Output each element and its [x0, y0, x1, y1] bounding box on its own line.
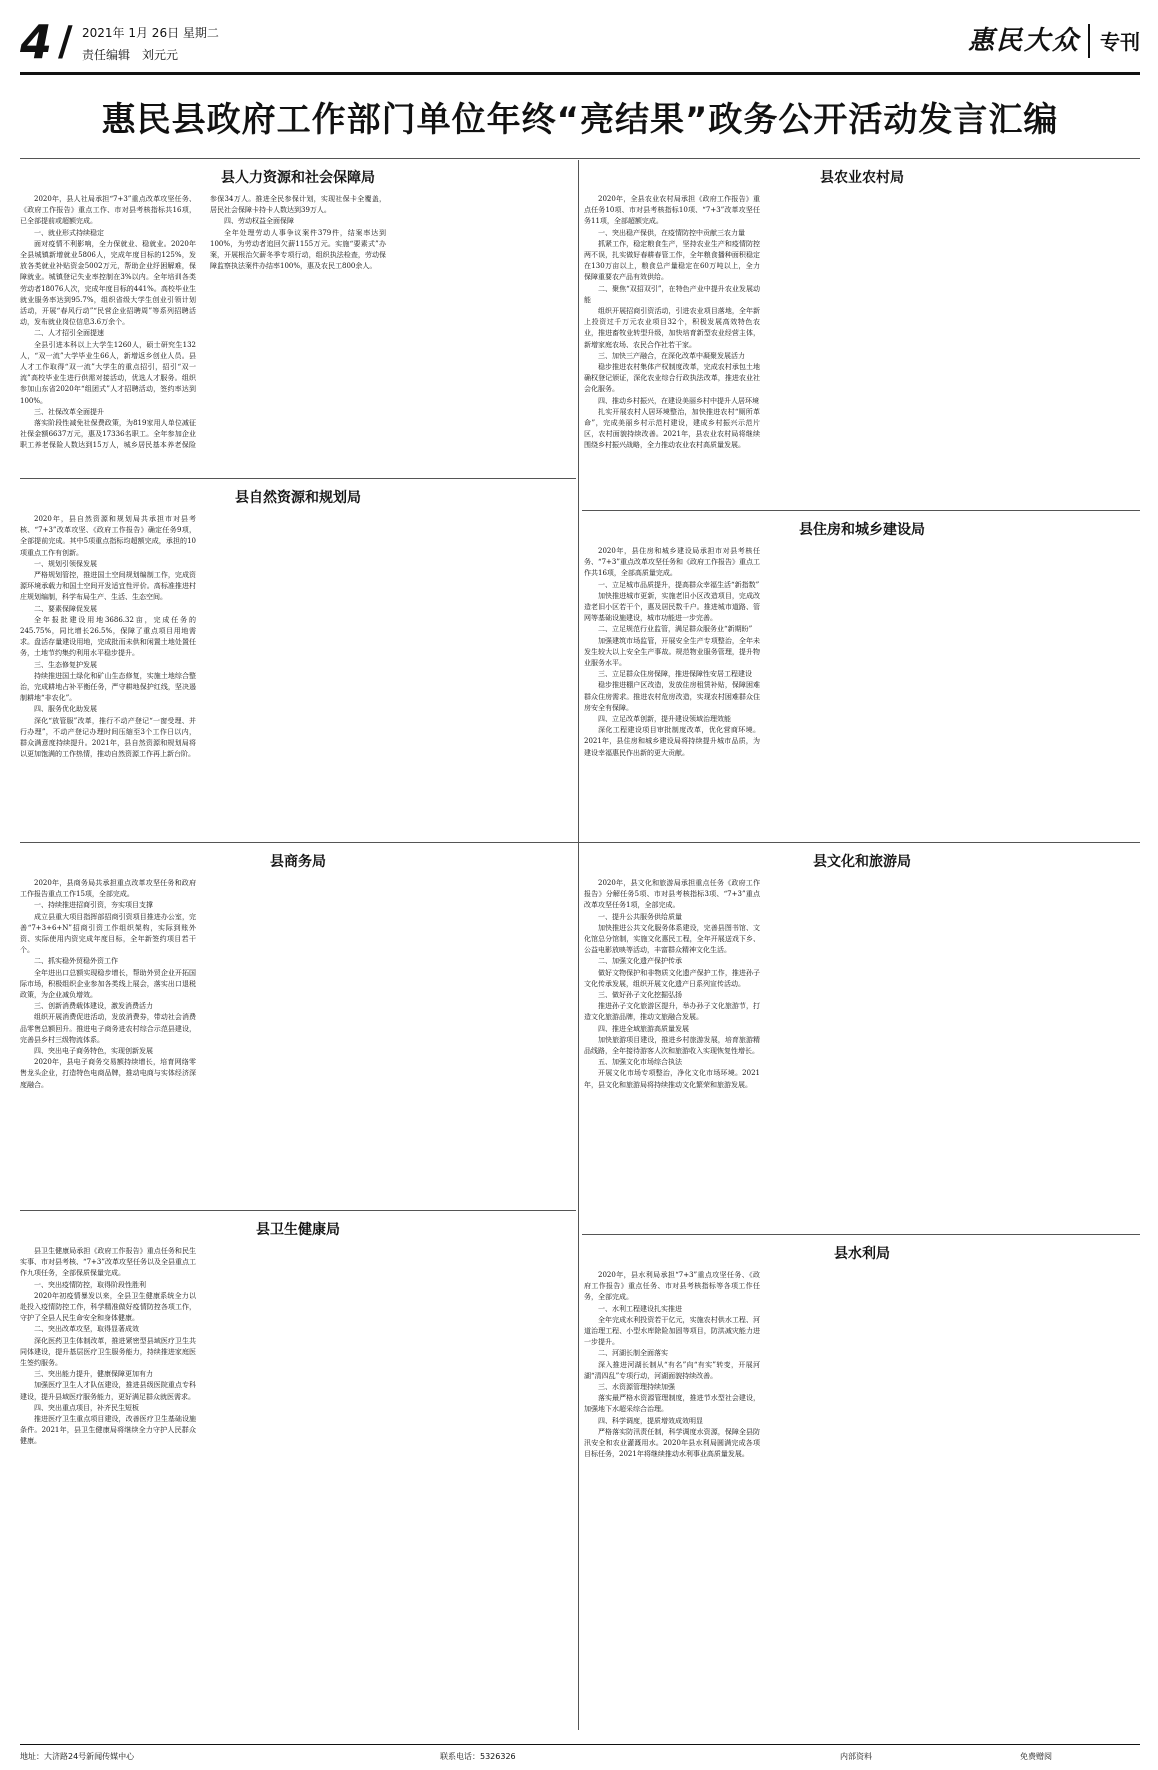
article-title: 县文化和旅游局 — [813, 854, 911, 870]
article-title: 县住房和城乡建设局 — [799, 522, 925, 538]
paragraph: 2020年初疫情暴发以来，全县卫生健康系统全力以赴投入疫情防控工作，科学精准做好疫情防控各项工作，守护了全县人民生命安全和身体健康。 — [20, 1291, 196, 1323]
article-body — [20, 514, 576, 836]
paragraph: 成立县重大项目指挥部招商引资项目推进办公室，完善“7+3+6+N”招商引资工作组织架构，实际到账外资、实际使用内资完成年度目标，全年新签约项目若干个。 — [20, 912, 196, 955]
page-footer — [20, 1744, 1140, 1767]
paragraph: 三、创新消费载体建设，激发消费活力 — [34, 1002, 153, 1011]
paragraph: 2020年，全县农业农村局承担《政府工作报告》重点任务10项、市对县考核指标10项、“7+3”改革攻坚任务11项，全部超额完成。 — [584, 195, 760, 226]
paragraph: 稳步推进棚户区改造，发放住房租赁补贴，保障困难群众住房需求。推进农村危房改造，实现农村困难群众住房安全有保障。 — [584, 681, 760, 712]
paragraph: 二、突出改革攻坚，取得显著成效 — [34, 1325, 139, 1334]
article-body — [584, 546, 1140, 836]
paragraph: 二、河湖长制全面落实 — [598, 1349, 668, 1358]
article-body — [20, 878, 576, 1204]
paragraph: 一、水利工程建设扎实推进 — [598, 1304, 682, 1313]
editor-credit: 责任编辑 刘元元 — [82, 48, 179, 62]
paragraph: 扎实开展农村人居环境整治，加快推进农村“厕所革命”，完成美丽乡村示范村建设，建成乡村振兴示范片区，农村面貌持续改善。2021年，县农业农村局将继续围绕乡村振兴战略，全力推动农业农村高质量发展。 — [584, 407, 760, 450]
paragraph: 2020年，县自然资源和规划局共承担市对县考核、“7+3”改革攻坚、《政府工作报告》确定任务9项，全部提前完成。其中5项重点指标均超额完成，承担的10项重点工作有创新。 — [20, 515, 196, 557]
article-title: 县商务局 — [270, 854, 326, 870]
paragraph: 三、社保改革全面提升 — [34, 407, 104, 416]
paragraph: 做好文物保护和非物质文化遗产保护工作，推进孙子文化传承发展，组织开展文化遗产日系列宣传活动。 — [584, 968, 760, 988]
paragraph: 组织开展招商引资活动，引进农业项目落地，全年新上投资过千万元农业项目32个，积极发展高效特色农业，推进畜牧业转型升级，加快培育新型农业经营主体，新增家庭农场、农民合作社若干家。 — [584, 307, 760, 349]
paragraph: 四、劳动权益全面保障 — [224, 217, 294, 226]
masthead-rule — [20, 72, 1140, 75]
section-name: 专刊 — [1100, 30, 1140, 54]
article-title: 县水利局 — [834, 1246, 890, 1262]
paragraph: 全年进出口总额实现稳步增长，帮助外贸企业开拓国际市场，积极组织企业参加各类线上展会，落实出口退税政策，为企业减负增效。 — [20, 968, 196, 1000]
footer-internal: 内部资料 — [840, 1752, 872, 1761]
paragraph: 三、生态修复护发展 — [34, 660, 97, 669]
paragraph: 面对疫情不利影响，全力保就业、稳就业。2020年全县城镇新增就业5806人，完成年度目标的125%，发放各类就业补贴资金5002万元，帮助企业纾困解难，保障就业。城镇登记失业率控制在3%以内。全年培训各类劳动者18076人次，完成年度目标的441%。高校毕业生就业服务率达到95.7%，组织省级大学生创业引领计划活动，开展“春风行动”“民营企业招聘周”等系列招聘活动，发布就业岗位信息3.6万余个。 — [20, 239, 196, 327]
section-divider — [20, 1210, 576, 1211]
footer-address: 地址：大济路24号新闻传媒中心 — [20, 1752, 135, 1761]
newspaper-brand: 惠民大众 — [967, 26, 1080, 56]
article-body — [584, 878, 1140, 1228]
paragraph: 一、突出稳产保供，在疫情防控中贡献三农力量 — [598, 228, 745, 237]
paragraph: 县卫生健康局承担《政府工作报告》重点任务和民生实事、市对县考核、“7+3”改革攻坚任务以及全县重点工作九项任务，全部保质保量完成。 — [20, 1247, 196, 1278]
article-title: 县人力资源和社会保障局 — [221, 170, 375, 186]
article-natural-resources — [20, 482, 576, 838]
masthead — [20, 14, 1140, 74]
paragraph: 加快推进公共文化服务体系建设，完善县图书馆、文化馆总分馆制，实施文化惠民工程，全年开展送戏下乡、公益电影放映等活动，丰富群众精神文化生活。 — [584, 923, 760, 955]
article-title: 县自然资源和规划局 — [235, 490, 361, 506]
footer-phone: 联系电话：5326326 — [440, 1752, 516, 1761]
paragraph: 五、加强文化市场综合执法 — [598, 1058, 682, 1067]
paragraph: 三、水资源管理持续加强 — [598, 1383, 675, 1392]
paragraph: 落实最严格水资源管理制度，推进节水型社会建设，加强地下水超采综合治理。 — [584, 1394, 760, 1414]
article-body — [584, 1270, 1140, 1736]
paragraph: 深化“放管服”改革，推行不动产登记“一窗受理、并行办理”，不动产登记办理时间压缩至3个工作日以内，群众满意度持续提升。2021年，县自然资源和规划局将以更加饱满的工作热情，推动自然资源工作再上新台阶。 — [20, 716, 196, 759]
article-body — [20, 194, 576, 472]
paragraph: 全年完成水利投资若干亿元，实施农村供水工程、河道治理工程、小型水库除险加固等项目，防洪减灾能力进一步提升。 — [584, 1315, 760, 1347]
column-divider — [578, 160, 579, 1730]
paragraph: 严格规划管控，推进国土空间规划编制工作，完成资源环境承载力和国土空间开发适宜性评价。高标准推进村庄规划编制，科学布局生产、生活、生态空间。 — [20, 571, 196, 602]
paragraph: 四、科学调度，提质增效成效明显 — [598, 1416, 703, 1425]
paragraph: 抓紧工作，稳定粮食生产，坚持农业生产和疫情防控两不误，扎实做好春耕春管工作，全年粮食播种面积稳定在130万亩以上，粮食总产量稳定在60万吨以上，全力保障重要农产品有效供给。 — [584, 239, 760, 282]
masthead-separator — [1088, 24, 1090, 58]
paragraph: 四、突出电子商务特色，实现创新发展 — [34, 1047, 153, 1056]
paragraph: 四、服务优化助发展 — [34, 705, 97, 714]
paragraph: 2020年，县商务局共承担重点改革攻坚任务和政府工作报告重点工作15项，全部完成。 — [20, 879, 196, 899]
paragraph: 四、突出重点项目，补齐民生短板 — [34, 1403, 139, 1412]
paragraph: 三、突出能力提升，健康保障更加有力 — [34, 1370, 153, 1379]
article-housing — [584, 514, 1140, 838]
paragraph: 一、突出疫情防控，取得阶段性胜利 — [34, 1280, 146, 1289]
section-divider — [582, 510, 1140, 511]
paragraph: 2020年，县住房和城乡建设局承担市对县考核任务、“7+3”重点改革攻坚任务和《政府工作报告》重点工作共16项，全部高质量完成。 — [584, 547, 760, 578]
paragraph: 深化医药卫生体制改革，推进紧密型县域医疗卫生共同体建设，提升基层医疗卫生服务能力，持续推进家庭医生签约服务。 — [20, 1336, 196, 1368]
paragraph: 加强医疗卫生人才队伍建设，推进县级医院重点专科建设，提升县域医疗服务能力，更好满足群众就医需求。 — [20, 1381, 196, 1401]
section-divider — [20, 158, 1140, 159]
paragraph: 三、立足群众住房保障，推进保障性安居工程建设 — [598, 670, 752, 679]
paragraph: 推进孙子文化旅游区提升，举办孙子文化旅游节，打造文化旅游品牌，推动文旅融合发展。 — [584, 1002, 760, 1022]
paragraph: 全年报批建设用地3686.32亩，完成任务的245.75%，同比增长26.5%，保障了重点项目用地需求。盘活存量建设用地，完成批而未供和闲置土地处置任务，土地节约集约利用水平稳步提升。 — [20, 615, 196, 658]
section-divider — [20, 478, 576, 479]
article-body — [20, 1246, 576, 1736]
paragraph: 一、规划引领保发展 — [34, 559, 97, 568]
article-hrss — [20, 162, 576, 474]
paragraph: 加强建筑市场监管，开展安全生产专项整治，全年未发生较大以上安全生产事故。规范物业服务管理，提升物业服务水平。 — [584, 636, 760, 668]
paragraph: 二、聚焦“双招双引”，在特色产业中提升农业发展动能 — [584, 284, 760, 304]
paragraph: 2020年，县文化和旅游局承担重点任务《政府工作报告》分解任务5项、市对县考核指标3项、“7+3”重点改革攻坚任务1项，全部完成。 — [584, 879, 760, 910]
paragraph: 一、持续推进招商引资，夯实项目支撑 — [34, 901, 153, 910]
paragraph: 加快推进城市更新，实施老旧小区改造项目，完成改造老旧小区若干个，惠及居民数千户。推进城市道路、管网等基础设施建设，城市功能进一步完善。 — [584, 591, 760, 623]
paragraph: 持续推进国土绿化和矿山生态修复，实施土地综合整治，完成耕地占补平衡任务，严守耕地保护红线，坚决遏制耕地“非农化”。 — [20, 671, 196, 703]
paragraph: 四、推进全域旅游高质量发展 — [598, 1024, 689, 1033]
paragraph: 推进医疗卫生重点项目建设，改善医疗卫生基础设施条件。2021年，县卫生健康局将继续全力守护人民群众健康。 — [20, 1415, 196, 1446]
article-title: 县卫生健康局 — [256, 1222, 340, 1238]
paragraph: 组织开展消费促进活动，发放消费券，带动社会消费品零售总额回升。推进电子商务进农村综合示范县建设，完善县乡村三级物流体系。 — [20, 1013, 196, 1044]
section-divider — [20, 842, 1140, 843]
paragraph: 三、加快三产融合，在深化改革中凝聚发展活力 — [598, 351, 745, 360]
paragraph: 四、推动乡村振兴，在建设美丽乡村中提升人居环境 — [598, 396, 759, 405]
paragraph: 严格落实防汛责任制，科学调度水资源，保障全县防汛安全和农业灌溉用水。2020年县水利局圆满完成各项目标任务，2021年将继续推动水利事业高质量发展。 — [584, 1427, 760, 1459]
masthead-slash: / — [58, 18, 73, 65]
article-commerce — [20, 846, 576, 1206]
paragraph: 三、做好孙子文化挖掘弘扬 — [598, 991, 682, 1000]
paragraph: 深化工程建设项目审批制度改革，优化营商环境。2021年，县住房和城乡建设局将持续提升城市品质，为建设幸福惠民作出新的更大贡献。 — [584, 726, 760, 757]
paragraph: 二、加强文化遗产保护传承 — [598, 957, 682, 966]
article-agriculture — [584, 162, 1140, 506]
section-divider — [582, 1234, 1140, 1235]
paragraph: 2020年，县电子商务交易额持续增长，培育网络零售龙头企业，打造特色电商品牌，推动电商与实体经济深度融合。 — [20, 1058, 196, 1089]
paragraph: 一、提升公共服务供给质量 — [598, 912, 682, 921]
article-water — [584, 1238, 1140, 1738]
paragraph: 全县引进本科以上大学生1260人，硕士研究生132人，“双一流”大学毕业生66人，新增返乡创业人员。县人才工作取得“双一流”大学生的重点招引，招引“双一流”高校毕业生进行供需对接活动，优选人才服务。组织参加山东省2020年“组团式”人才招聘活动，签约率达到100%。 — [20, 340, 196, 405]
paragraph: 二、立足规范行业监管，满足群众服务业“新期盼” — [598, 625, 753, 634]
page-number: 4 — [20, 15, 53, 69]
paragraph: 二、抓实稳外贸稳外资工作 — [34, 957, 118, 966]
issue-date: 2021年 1月 26日 星期二 — [82, 26, 219, 40]
paragraph: 四、立足改革创新，提升建设领域治理效能 — [598, 715, 731, 724]
paragraph: 2020年，县水利局承担“7+3”重点攻坚任务、《政府工作报告》重点任务、市对县考核指标等各项工作任务，全部完成。 — [584, 1271, 760, 1302]
paragraph: 2020年，县人社局承担“7+3”重点改革攻坚任务、《政府工作报告》重点工作、市对县考核指标共16项，已全部提前或超额完成。 — [20, 195, 196, 226]
paragraph: 开展文化市场专项整治，净化文化市场环境。2021年，县文化和旅游局将持续推动文化繁荣和旅游发展。 — [584, 1069, 760, 1089]
article-body — [584, 194, 1140, 504]
paragraph: 二、人才招引全面提速 — [34, 329, 104, 338]
article-title: 县农业农村局 — [820, 170, 904, 186]
footer-free: 免费赠阅 — [1020, 1752, 1052, 1761]
article-health — [20, 1214, 576, 1738]
paragraph: 一、立足城市品质提升，提高群众幸福生活“新指数” — [598, 580, 760, 589]
paragraph: 稳步推进农村集体产权制度改革，完成农村承包土地确权登记颁证，深化农业综合行政执法改革，推进农业社会化服务。 — [584, 363, 760, 394]
article-culture-tourism — [584, 846, 1140, 1230]
paragraph: 二、要素保障促发展 — [34, 604, 97, 613]
paragraph: 深入推进河湖长制从“有名”向“有实”转变，开展河湖“清四乱”专项行动，河湖面貌持续改善。 — [584, 1360, 760, 1380]
paragraph: 一、就业形式持续稳定 — [34, 228, 104, 237]
page-headline: 惠民县政府工作部门单位年终“亮结果”政务公开活动发言汇编 — [101, 100, 1059, 140]
paragraph: 落实阶段性减免社保费政策，为819家用人单位减征社保金额6637万元，惠及17336名职工。全年参加企业职工养老保险人数达到15万人，城乡居民基本养老保险参保34万人。推进全民参保计划，实现社保卡全覆盖，居民社会保障卡持卡人数达到39万人。 — [20, 195, 386, 450]
paragraph: 全年处理劳动人事争议案件379件，结案率达到100%，为劳动者追回欠薪1155万元。实施“要素式”办案，开展根治欠薪冬季专项行动，组织执法检查，劳动保障监察执法案件办结率100%，惠及农民工800余人。 — [210, 228, 386, 271]
paragraph: 加快旅游项目建设，推进乡村旅游发展，培育旅游精品线路，全年接待游客人次和旅游收入实现恢复性增长。 — [584, 1035, 760, 1056]
